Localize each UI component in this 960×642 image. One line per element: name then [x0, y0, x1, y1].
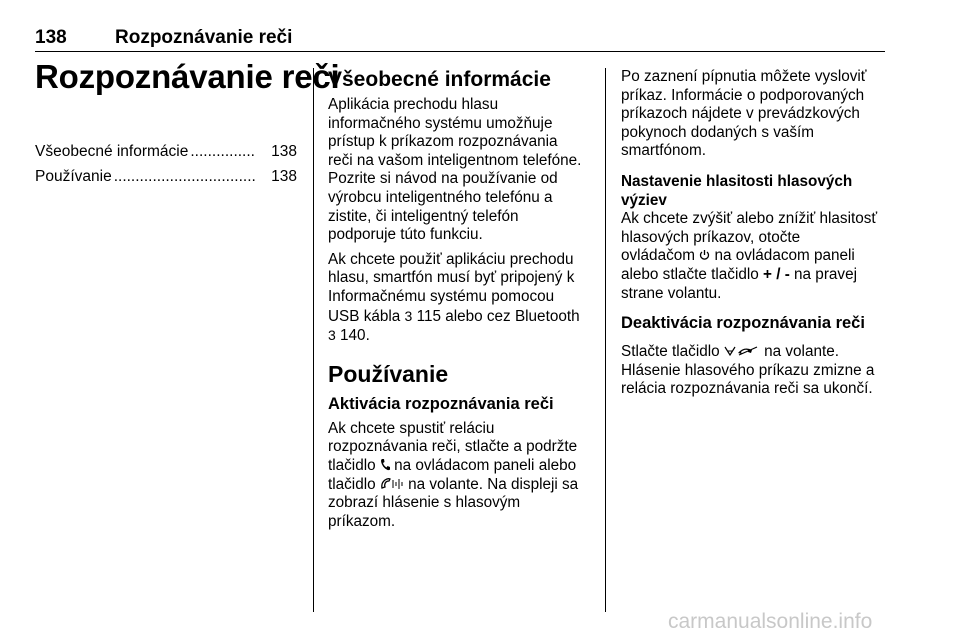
paragraph [621, 343, 893, 399]
text-run: 140. [340, 327, 370, 345]
text-line: rozpoznávania reči, stlačte a podržte [328, 438, 578, 456]
text-line: pokynoch dodaných s vaším [621, 123, 815, 141]
text-line [621, 343, 893, 362]
reference-arrow-icon[interactable]: 3 [404, 307, 413, 324]
text-line: reči na vašom inteligentnom telefóne. [328, 151, 582, 169]
text-line [328, 307, 596, 327]
text-line [621, 266, 893, 285]
reference-arrow-icon[interactable]: 3 [328, 327, 336, 344]
watermark: carmanualsonline.info [668, 610, 873, 633]
text-line: Pozrite si návod na používanie od [328, 170, 558, 188]
toc-leader: ............... [190, 143, 255, 160]
subsection-heading: Aktivácia rozpoznávania reči [328, 394, 554, 413]
text-run: na pravej [794, 265, 857, 283]
text-line: Ak chcete zvýšiť alebo znížiť hlasitosť [621, 210, 878, 228]
text-line: prístup k príkazom rozpoznávania [328, 133, 558, 151]
chapter-title: Rozpoznávanie reči [35, 58, 340, 95]
section-title: Používanie [328, 360, 449, 387]
text-line: podporuje túto funkciu. [328, 226, 483, 244]
text-line: smartfónom. [621, 142, 707, 160]
running-title: Rozpoznávanie reči [115, 27, 293, 48]
text-run: na ovládacom paneli alebo [394, 456, 577, 474]
column-middle [328, 68, 596, 537]
text-line: hlasových príkazov, otočte [621, 228, 801, 246]
voice-icon [380, 477, 404, 490]
volume-keys: + / - [763, 265, 790, 283]
toc-entry[interactable] [35, 168, 297, 193]
section-heading: Všeobecné informácie [328, 68, 551, 91]
text-run: na ovládacom paneli [714, 247, 855, 265]
subsection-heading: Deaktivácia rozpoznávania reči [621, 314, 865, 333]
text-line: hlasu, smartfón musí byť pripojený k [328, 269, 575, 287]
column-divider [313, 68, 314, 612]
text-line [621, 247, 893, 266]
paragraph [621, 210, 893, 303]
text-run: tlačidlo [328, 475, 376, 493]
column-right [621, 68, 893, 405]
text-run: na volante. [764, 343, 839, 361]
text-line: zobrazí hlásenie s hlasovým [328, 494, 521, 512]
page-number: 138 [35, 27, 67, 48]
page-header [35, 27, 885, 52]
text-run: 115 alebo cez Bluetooth [416, 307, 580, 325]
text-line: Ak chcete použiť aplikáciu prechodu [328, 250, 574, 268]
text-line: Hlásenie hlasového príkazu zmizne a [621, 361, 875, 379]
text-run: tlačidlo [328, 456, 376, 474]
text-line: strane volantu. [621, 284, 722, 302]
text-line: Informačnému systému pomocou [328, 287, 555, 305]
paragraph [328, 96, 596, 245]
text-line [328, 476, 596, 495]
text-run: na volante. Na displeji sa [408, 475, 579, 493]
subsection-heading [621, 173, 893, 210]
text-run: USB kábla [328, 307, 401, 325]
toc-leader: ................................. [113, 168, 256, 185]
text-line [328, 457, 596, 476]
text-line: príkazom. [328, 512, 396, 530]
paragraph [621, 68, 893, 161]
column-divider [605, 68, 606, 612]
toc-label: Všeobecné informácie [35, 143, 189, 160]
paragraph [328, 251, 596, 346]
text-line: príkaz. Informácie o podporovaných [621, 86, 865, 104]
text-line: informačného systému umožňuje [328, 114, 553, 132]
text-run: ovládačom [621, 247, 695, 265]
text-line: výziev [621, 191, 667, 209]
table-of-contents [35, 143, 297, 193]
text-line: Po zaznení pípnutia môžete vysloviť [621, 68, 867, 85]
text-line: výrobcu inteligentného telefónu a [328, 188, 553, 206]
toc-label: Používanie [35, 168, 112, 185]
text-line: relácia rozpoznávania reči sa ukončí. [621, 380, 873, 398]
toc-page: 138 [271, 168, 297, 185]
phone-icon [380, 458, 390, 471]
text-line: Nastavenie hlasitosti hlasových [621, 172, 853, 190]
toc-page: 138 [271, 143, 297, 160]
text-line: Ak chcete spustiť reláciu [328, 419, 495, 437]
power-icon [699, 249, 710, 261]
text-run: Stlačte tlačidlo [621, 343, 720, 361]
text-run: alebo stlačte tlačidlo [621, 265, 759, 283]
text-line: Aplikácia prechodu hlasu [328, 96, 499, 113]
toc-entry[interactable] [35, 143, 297, 168]
text-line: zistite, či inteligentný telefón [328, 207, 519, 225]
text-line [328, 326, 596, 346]
text-line: príkazoch nájdete v prevádzkových [621, 105, 860, 123]
mute-hangup-icon [724, 345, 760, 357]
paragraph [328, 420, 596, 532]
